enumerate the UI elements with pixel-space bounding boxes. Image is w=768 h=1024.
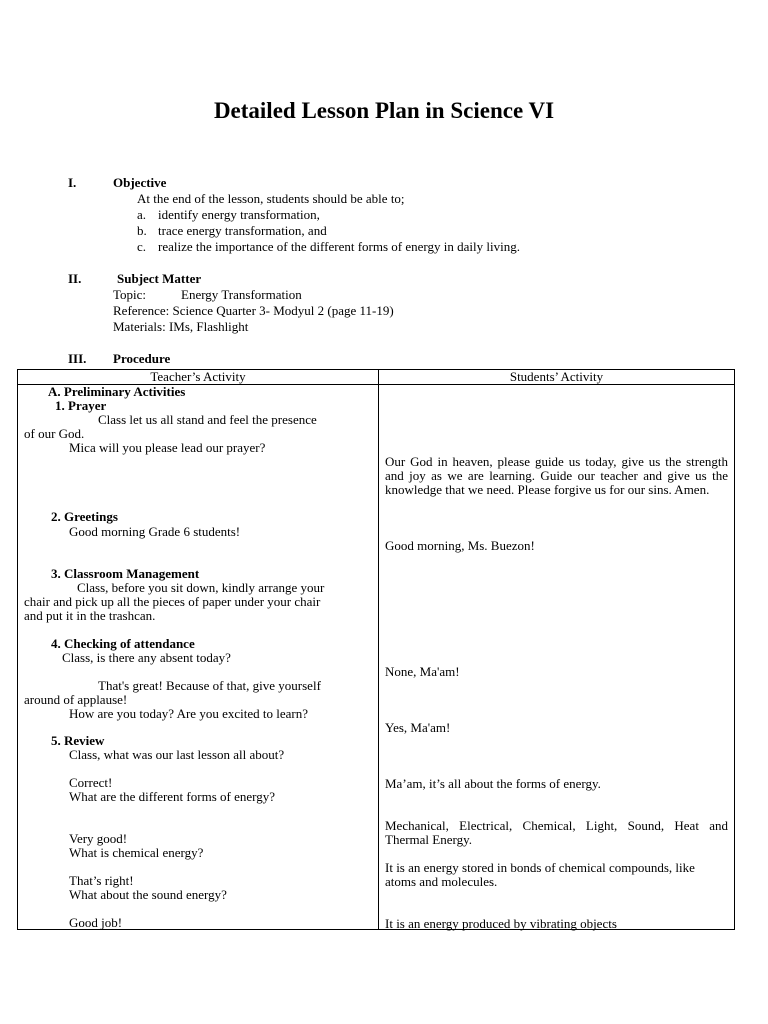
review-teacher-line-2: Correct! (69, 775, 113, 790)
objective-marker-a: a. (137, 207, 147, 222)
procedure-numeral: III. (68, 351, 87, 366)
classroom-management-heading: 3. Classroom Management (51, 566, 200, 581)
greetings-student-response: Good morning, Ms. Buezon! (385, 538, 535, 553)
classroom-teacher-line-1: Class, before you sit down, kindly arrange your (77, 580, 325, 595)
prayer-teacher-line-3: Mica will you please lead our prayer? (69, 440, 266, 455)
review-teacher-line-3: What are the different forms of energy? (69, 789, 275, 804)
objective-marker-b: b. (137, 223, 147, 238)
column-divider (378, 369, 379, 930)
attendance-student-response-1: None, Ma'am! (385, 664, 460, 679)
teacher-activity-header: Teacher’s Activity (150, 369, 246, 384)
objective-item-b: trace energy transformation, and (158, 223, 327, 238)
review-teacher-line-1: Class, what was our last lesson all about? (69, 747, 285, 762)
greetings-heading: 2. Greetings (51, 509, 118, 524)
review-heading: 5. Review (51, 733, 105, 748)
reference: Reference: Science Quarter 3- Modyul 2 (page 11-19) (113, 303, 394, 318)
attendance-teacher-line-3: around of applause! (24, 692, 128, 707)
review-student-response-2: Mechanical, Electrical, Chemical, Light, Sound, Heat and Thermal Energy. (385, 818, 728, 847)
attendance-teacher-line-1: Class, is there any absent today? (62, 650, 231, 665)
review-student-response-1: Ma’am, it’s all about the forms of energy. (385, 776, 601, 791)
attendance-heading: 4. Checking of attendance (51, 636, 195, 651)
attendance-teacher-line-2: That's great! Because of that, give yourself (98, 678, 321, 693)
procedure-heading: Procedure (113, 351, 171, 366)
objective-marker-c: c. (137, 239, 147, 254)
objective-item-a: identify energy transformation, (158, 207, 320, 222)
review-teacher-line-7: What about the sound energy? (69, 887, 227, 902)
prayer-teacher-line-2: of our God. (24, 426, 85, 441)
objective-item-c: realize the importance of the different forms of energy in daily living. (158, 239, 520, 254)
section-a-heading: A. Preliminary Activities (48, 384, 186, 399)
review-student-response-4: It is an energy produced by vibrating objects (385, 916, 617, 931)
topic-value: Energy Transformation (181, 287, 302, 302)
prayer-student-response: Our God in heaven, please guide us today, give us the strength and joy as we are learning. Guide our teacher and give us the knowledge that we need. Please forgive us for our sins. Amen. (385, 454, 728, 497)
classroom-teacher-line-2: chair and pick up all the pieces of paper under your chair (24, 594, 321, 609)
review-teacher-line-5: What is chemical energy? (69, 845, 204, 860)
attendance-student-response-2: Yes, Ma'am! (385, 720, 451, 735)
objective-intro: At the end of the lesson, students should be able to; (137, 191, 405, 206)
classroom-teacher-line-3: and put it in the trashcan. (24, 608, 156, 623)
review-student-response-3: It is an energy stored in bonds of chemical compounds, like atoms and molecules. (385, 860, 695, 889)
students-activity-header: Students’ Activity (509, 369, 604, 384)
greetings-teacher-line: Good morning Grade 6 students! (69, 524, 241, 539)
review-teacher-line-8: Good job! (69, 915, 123, 930)
objective-numeral: I. (68, 175, 77, 190)
prayer-teacher-line-1: Class let us all stand and feel the presence (98, 412, 317, 427)
materials: Materials: IMs, Flashlight (113, 319, 249, 334)
review-teacher-line-6: That’s right! (69, 873, 134, 888)
topic-label: Topic: (113, 287, 147, 302)
attendance-teacher-line-4: How are you today? Are you excited to learn? (69, 706, 308, 721)
page-title: Detailed Lesson Plan in Science VI (213, 98, 555, 123)
objective-heading: Objective (113, 175, 167, 190)
subject-matter-numeral: II. (68, 271, 82, 286)
subject-matter-heading: Subject Matter (117, 271, 202, 286)
review-teacher-line-4: Very good! (69, 831, 128, 846)
prayer-heading: 1. Prayer (55, 398, 107, 413)
